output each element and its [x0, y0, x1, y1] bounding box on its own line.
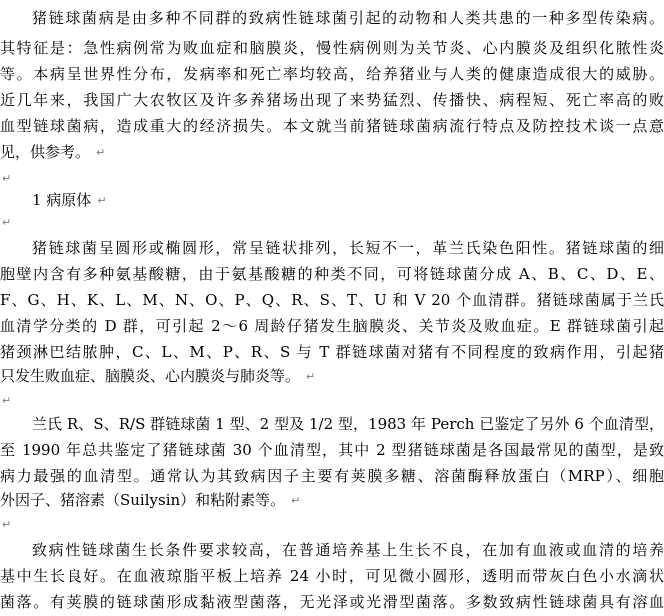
paragraph-mark-icon: ↵ — [306, 370, 316, 383]
paragraph-mark-icon: ↵ — [2, 216, 12, 229]
text-line: 血型链球菌病，造成重大的经济损失。本文就当前猪链球菌病流行特点及防控技术谈一点意 — [0, 117, 664, 135]
text-line — [0, 488, 664, 512]
text-line: 等。本病呈世界性分布，发病率和死亡率均较高，给养猪业与人类的健康造成很大的威胁。 — [0, 65, 664, 83]
text-line-content: 外因子、猪溶素（Suilysin）和粘附素等。 — [0, 491, 286, 509]
text-line: 菌落。有荚膜的链球菌形成黏液型菌落，无光泽或光滑型菌落。多数致病性链球菌具有溶血 — [0, 593, 664, 611]
paragraph-mark-icon: ↵ — [2, 394, 12, 407]
paragraph-mark-icon: ↵ — [2, 172, 12, 185]
section-heading — [0, 188, 664, 212]
text-line: 胞壁内含有多种氨基酸糖，由于氨基酸糖的种类不同，可将链球菌分成 A、B、C、D、E、 — [0, 265, 664, 283]
text-line: 病力最强的血清型。通常认为其致病因子主要有荚膜多糖、溶菌酶释放蛋白（MRP）、细胞 — [0, 467, 664, 485]
section-heading-text: 1 病原体 — [32, 191, 92, 209]
paragraph-mark-icon: ↵ — [2, 518, 12, 531]
text-line: 猪链球菌呈圆形或椭圆形，常呈链状排列，长短不一，革兰氏染色阳性。猪链球菌的细 — [32, 239, 664, 257]
paragraph-mark-icon: ↵ — [97, 194, 107, 207]
text-line — [0, 364, 664, 388]
text-line: 猪颈淋巴结脓肿，C、L、M、P、R、S 与 T 群链球菌对猪有不同程度的致病作用，引起猪 — [0, 343, 664, 361]
text-line: 猪链球菌病是由多种不同群的致病性链球菌引起的动物和人类共患的一种多型传染病。 — [32, 9, 664, 27]
paragraph-mark-icon: ↵ — [291, 494, 301, 507]
text-line: 其特征是：急性病例常为败血症和脑膜炎，慢性病例则为关节炎、心内膜炎及组织化脓性炎 — [0, 39, 664, 57]
text-line: F、G、H、K、L、M、N、O、P、Q、R、S、T、U 和 V 20 个血清群。猪链球菌属于兰氏 — [0, 291, 664, 309]
text-line-content: 见，供参考。 — [0, 143, 91, 161]
text-line — [0, 140, 664, 164]
text-line: 兰氏 R、S、R/S 群链球菌 1 型、2 型及 1/2 型，1983 年 Perch 已鉴定了另外 6 个血清型， — [32, 415, 664, 433]
text-line: 至 1990 年总共鉴定了猪链球菌 30 个血清型，其中 2 型猪链球菌是各国最常见的菌型，是致 — [0, 441, 664, 459]
text-line: 基中生长良好。在血液琼脂平板上培养 24 小时，可见微小圆形，透明而带灰白色小水滴状 — [0, 567, 664, 585]
text-line: 近几年来，我国广大农牧区及许多养猪场出现了来势猛烈、传播快、病程短、死亡率高的败 — [0, 91, 664, 109]
text-line: 血清学分类的 D 群，可引起 2～6 周龄仔猪发生脑膜炎、关节炎及败血症。E 群链球菌引起 — [0, 317, 664, 335]
text-line: 致病性链球菌生长条件要求较高，在普通培养基上生长不良，在加有血液或血清的培养 — [32, 541, 664, 559]
text-line-content: 只发生败血症、脑膜炎、心内膜炎与肺炎等。 — [0, 367, 301, 385]
paragraph-mark-icon: ↵ — [96, 146, 106, 159]
